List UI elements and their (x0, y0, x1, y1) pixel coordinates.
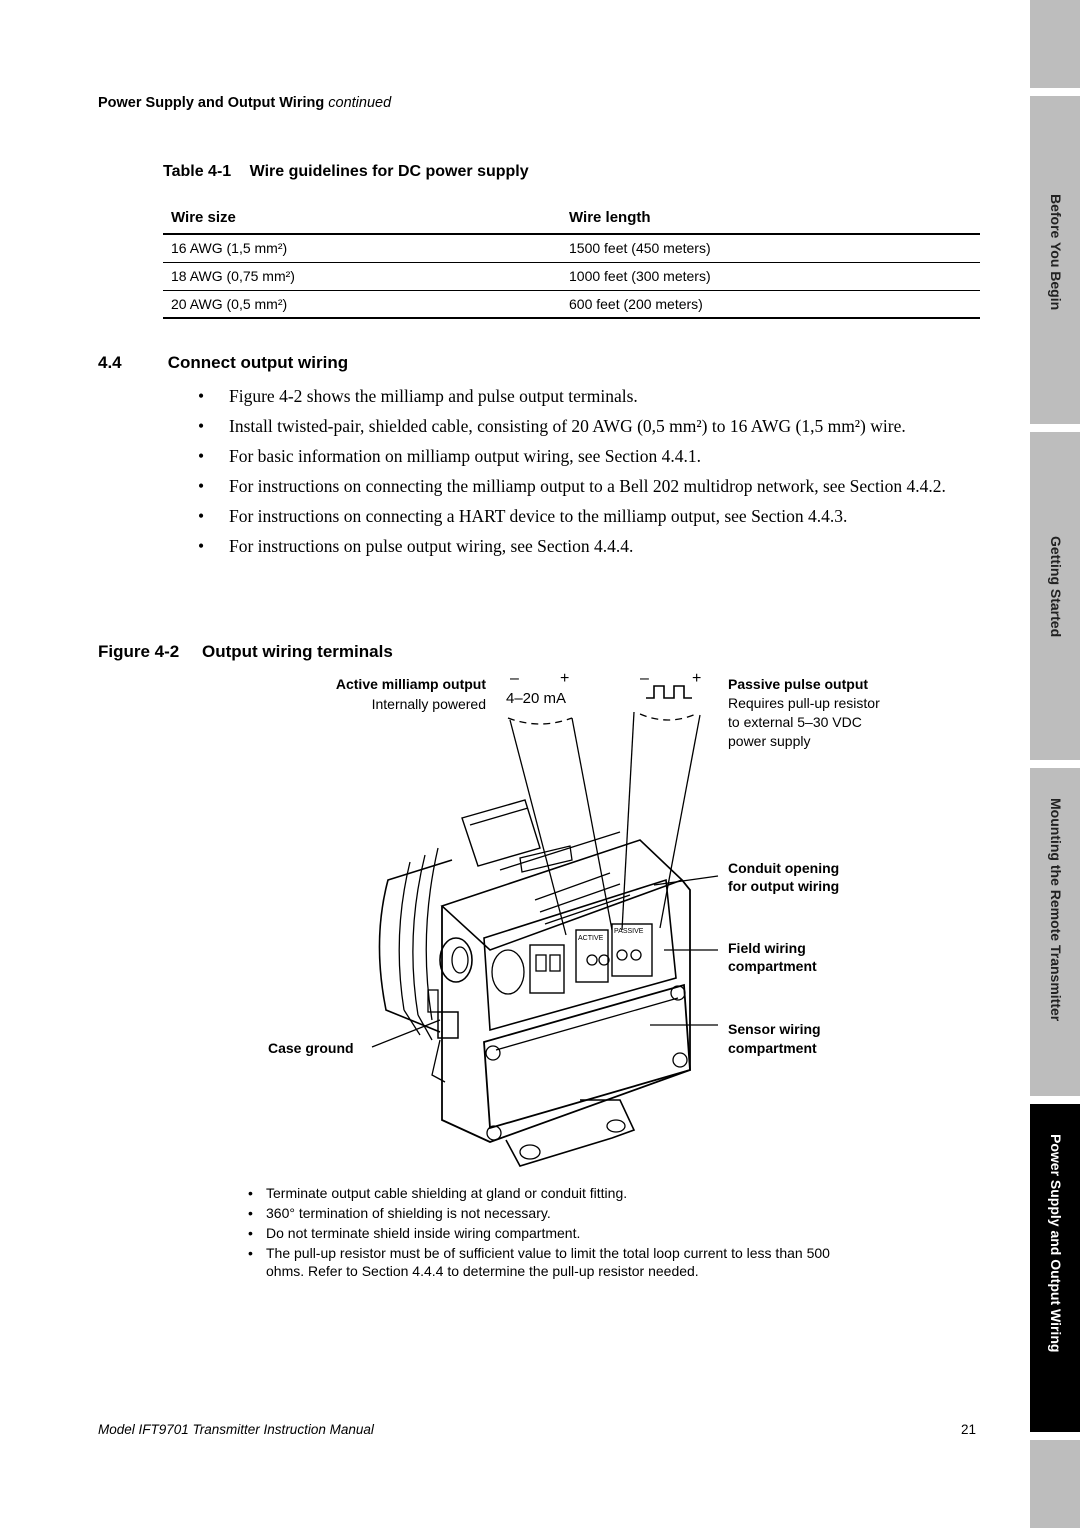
sensor-wiring-label-1: Sensor wiring (728, 1021, 821, 1037)
running-head-suffix: continued (328, 95, 392, 111)
field-wiring-label-1: Field wiring (728, 940, 806, 956)
ma-range-text: 4–20 mA (506, 690, 567, 707)
field-wiring-label-2: compartment (728, 958, 817, 974)
active-output-label: Active milliamp output (335, 676, 486, 692)
list-item: • For instructions on pulse output wiring, see Section 4.4.4. (195, 534, 975, 559)
active-dashed-arc (508, 718, 572, 724)
case-ground-lug (438, 1012, 458, 1038)
mounting-base (506, 1100, 634, 1166)
conduit-opening (440, 938, 472, 982)
cell-wire-size: 20 AWG (0,5 mm²) (163, 290, 561, 318)
running-head-title: Power Supply and Output Wiring (98, 95, 325, 111)
section-title: Connect output wiring (167, 353, 349, 372)
passive-dashed-arc (640, 714, 696, 720)
table-number: Table 4-1 (163, 163, 232, 180)
housing-top (442, 840, 682, 950)
figure-number: Figure 4-2 (98, 642, 180, 661)
active-minus-sign: – (510, 670, 519, 687)
list-item: • The pull-up resistor must be of sufficient value to limit the total loop current to less than 500 ohms. Refer to Section 4.4.4 to determine the pull-up resistor needed. (248, 1244, 868, 1280)
passive-minus-sign: – (640, 670, 649, 687)
field-wiring-compartment (484, 880, 676, 1030)
lid-screw (671, 986, 685, 1000)
page-footer (98, 1422, 976, 1437)
passive-output-sublabel-2: to external 5–30 VDC (728, 714, 862, 730)
passive-terminal-text: PASSIVE (614, 928, 644, 935)
figure-caption: Output wiring terminals (201, 642, 393, 661)
list-item: • Terminate output cable shielding at gland or conduit fitting. (248, 1184, 868, 1202)
case-ground-label: Case ground (268, 1040, 354, 1056)
cell-wire-length: 1000 feet (300 meters) (561, 262, 980, 290)
list-item: • Do not terminate shield inside wiring compartment. (248, 1224, 868, 1242)
lid-screw (673, 1053, 687, 1067)
list-item: • For basic information on milliamp output wiring, see Section 4.4.1. (195, 444, 975, 469)
passive-plus-sign: + (692, 670, 702, 687)
junction-box (442, 880, 690, 1142)
lid-screw (487, 1126, 501, 1140)
list-item: • Install twisted-pair, shielded cable, consisting of 20 AWG (0,5 mm²) to 16 AWG (1,5 mm²) wire. (195, 414, 975, 439)
conduit-opening-label-2: for output wiring (728, 878, 840, 894)
active-plus-sign: + (560, 670, 570, 687)
lid-screw (486, 1046, 500, 1060)
list-item: • For instructions on connecting a HART device to the milliamp output, see Section 4.4.3. (195, 504, 975, 529)
table-caption: Wire guidelines for DC power supply (249, 163, 529, 180)
header-wire-size: Wire size (163, 202, 561, 234)
cell-wire-size: 18 AWG (0,75 mm²) (163, 262, 561, 290)
passive-output-sublabel-1: Requires pull-up resistor (728, 695, 880, 711)
conduit-opening-label-1: Conduit opening (728, 860, 840, 876)
passive-output-sublabel-3: power supply (728, 733, 811, 749)
footer-title: Model IFT9701 Transmitter Instruction Manual (98, 1422, 374, 1437)
cell-wire-length: 1500 feet (450 meters) (561, 234, 980, 262)
tab-label: Before You Begin (1048, 194, 1064, 311)
tab-label: Mounting the Remote Transmitter (1048, 798, 1064, 1022)
cell-wire-length: 600 feet (200 meters) (561, 290, 980, 318)
active-terminal-text: ACTIVE (578, 935, 604, 942)
terminal-block (530, 945, 564, 993)
pulse-waveform-icon (646, 686, 692, 698)
tab-label: Power Supply and Output Wiring (1048, 1134, 1064, 1353)
cell-wire-size: 16 AWG (1,5 mm²) (163, 234, 561, 262)
header-wire-length: Wire length (561, 202, 980, 234)
figure-notes (248, 1184, 868, 1282)
active-output-sublabel: Internally powered (371, 696, 486, 712)
tab-label: Getting Started (1048, 536, 1064, 638)
page-number: 21 (960, 1422, 976, 1437)
list-item: • For instructions on connecting the milliamp output to a Bell 202 multidrop network, see Section 4.4.2. (195, 474, 975, 499)
sensor-wiring-label-2: compartment (728, 1040, 817, 1056)
section-number: 4.4 (98, 353, 122, 372)
list-item: • 360° termination of shielding is not necessary. (248, 1204, 868, 1222)
list-item: • Figure 4-2 shows the milliamp and pulse output terminals. (195, 384, 975, 409)
passive-output-label: Passive pulse output (728, 676, 869, 692)
